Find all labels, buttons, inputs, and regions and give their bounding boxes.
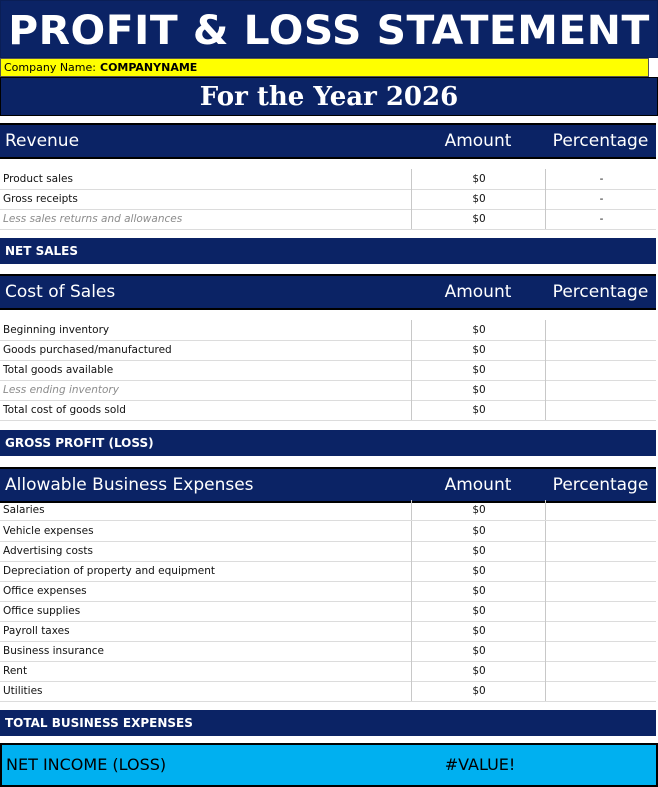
row-amount[interactable]: $0 [411,561,546,581]
row-label: Business insurance [3,645,104,657]
row-label: Total cost of goods sold [3,404,126,416]
table-row[interactable] [0,541,656,562]
row-percentage[interactable] [545,320,657,340]
expenses-header [0,467,656,503]
row-label: Vehicle expenses [3,525,94,537]
gross-profit-label: GROSS PROFIT (LOSS) [5,436,154,450]
table-row[interactable] [0,581,656,602]
row-amount[interactable]: $0 [411,360,546,380]
row-label: Utilities [3,685,43,697]
table-row[interactable] [0,561,656,582]
row-percentage[interactable] [545,561,657,581]
row-percentage[interactable] [545,340,657,360]
expenses-percentage-header: Percentage [552,475,649,495]
row-label: Rent [3,665,28,677]
table-row[interactable] [0,661,656,682]
row-amount[interactable]: $0 [411,521,546,541]
row-percentage[interactable] [545,581,657,601]
row-percentage[interactable] [545,661,657,681]
row-amount[interactable]: $0 [411,601,546,621]
table-row[interactable] [0,340,656,361]
row-label: Gross receipts [3,193,78,205]
cost-of-sales-amount-header: Amount [444,282,512,302]
row-label: Total goods available [3,364,114,376]
row-percentage[interactable] [545,360,657,380]
row-amount[interactable]: $0 [411,169,546,189]
cost-of-sales-percentage-header: Percentage [552,282,649,302]
total-expenses-row[interactable] [0,710,656,736]
row-percentage[interactable] [545,500,657,520]
row-amount[interactable]: $0 [411,380,546,400]
revenue-amount-header: Amount [444,131,512,151]
expenses-amount-header: Amount [444,475,512,495]
gross-profit-row[interactable] [0,430,656,456]
table-row[interactable] [0,601,656,622]
revenue-header [0,123,656,159]
row-amount[interactable]: $0 [411,581,546,601]
table-row[interactable] [0,400,656,421]
statement-title-bar [0,0,658,58]
cost-of-sales-header [0,274,656,310]
table-row[interactable] [0,209,656,230]
row-amount[interactable]: $0 [411,189,546,209]
row-amount[interactable]: $0 [411,320,546,340]
revenue-percentage-header: Percentage [552,131,649,151]
row-percentage[interactable] [545,380,657,400]
net-sales-row[interactable] [0,238,656,264]
company-name-label: Company Name: [4,61,96,74]
row-percentage[interactable] [545,400,657,420]
table-row[interactable] [0,521,656,542]
row-amount[interactable]: $0 [411,661,546,681]
table-row[interactable] [0,320,656,341]
total-expenses-label: TOTAL BUSINESS EXPENSES [5,716,193,730]
row-amount[interactable]: $0 [411,681,546,701]
row-amount[interactable]: $0 [411,400,546,420]
row-label: Product sales [3,173,73,185]
year-label: For the Year 2026 [199,82,459,112]
company-name-cell[interactable] [0,58,649,77]
statement-title: PROFIT & LOSS STATEMENT [8,8,650,54]
row-label: Goods purchased/manufactured [3,344,172,356]
row-label: Depreciation of property and equipment [3,565,215,577]
row-amount[interactable]: $0 [411,500,546,520]
row-percentage[interactable] [545,641,657,661]
table-row[interactable] [0,360,656,381]
row-label: Office supplies [3,605,81,617]
table-row[interactable] [0,189,656,210]
row-percentage[interactable]: - [545,169,657,189]
row-amount[interactable]: $0 [411,340,546,360]
row-amount[interactable]: $0 [411,209,546,229]
row-label: Payroll taxes [3,625,70,637]
row-label: Salaries [3,504,45,516]
year-bar [0,77,658,116]
row-percentage[interactable] [545,681,657,701]
net-income-value[interactable]: #VALUE! [444,755,516,774]
row-amount[interactable]: $0 [411,641,546,661]
table-row[interactable] [0,169,656,190]
expenses-header-label: Allowable Business Expenses [5,475,254,495]
row-percentage[interactable] [545,521,657,541]
table-row[interactable] [0,500,656,521]
row-label: Advertising costs [3,545,93,557]
row-label: Less sales returns and allowances [3,213,183,225]
row-percentage[interactable] [545,601,657,621]
row-percentage[interactable] [545,541,657,561]
table-row[interactable] [0,641,656,662]
row-percentage[interactable] [545,621,657,641]
row-percentage[interactable]: - [545,189,657,209]
table-row[interactable] [0,380,656,401]
row-label: Less ending inventory [3,384,119,396]
row-amount[interactable]: $0 [411,621,546,641]
row-label: Beginning inventory [3,324,110,336]
net-income-row[interactable] [0,743,658,787]
revenue-header-label: Revenue [5,131,80,151]
net-sales-label: NET SALES [5,244,79,258]
net-income-label: NET INCOME (LOSS) [6,755,167,774]
row-amount[interactable]: $0 [411,541,546,561]
row-percentage[interactable]: - [545,209,657,229]
cost-of-sales-header-label: Cost of Sales [5,282,116,302]
table-row[interactable] [0,621,656,642]
company-name-value[interactable]: COMPANYNAME [100,61,198,74]
row-label: Office expenses [3,585,87,597]
table-row[interactable] [0,681,656,702]
